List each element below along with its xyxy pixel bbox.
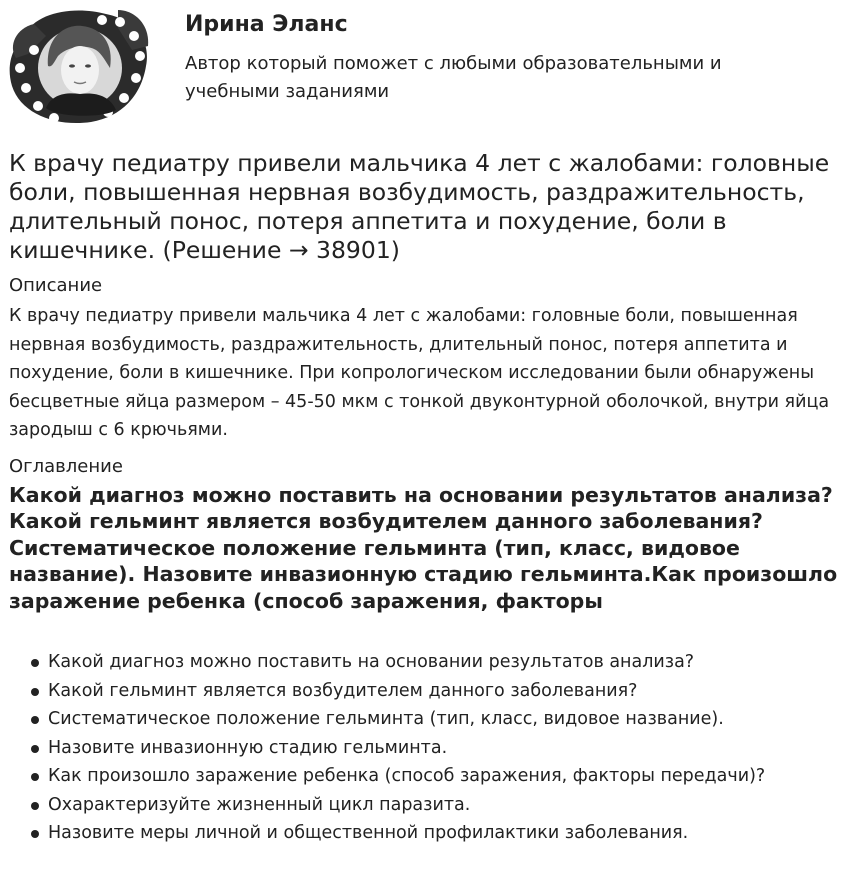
list-item-text: Какой гельминт является возбудителем данного заболевания? xyxy=(48,680,638,701)
list-item xyxy=(0,762,847,791)
list-item-text: Какой диагноз можно поставить на основании результатов анализа? xyxy=(48,652,695,672)
bullet-icon xyxy=(31,659,39,667)
bullet-icon xyxy=(31,688,39,696)
list-item xyxy=(0,734,847,763)
author-avatar xyxy=(6,6,152,126)
list-item xyxy=(0,819,847,848)
page-title: К врачу педиатру привели мальчика 4 лет с жалобами: головные боли, повышенная нервная возбудимость, раздражительность, длительный понос, потеря аппетита и похудение, боли в кишечнике. (Решение → 38901) xyxy=(9,149,830,264)
list-item xyxy=(0,791,847,820)
list-item-text: Систематическое положение гельминта (тип, класс, видовое название). xyxy=(48,709,724,729)
bullet-icon xyxy=(31,745,39,753)
list-item-text: Назовите инвазионную стадию гельминта. xyxy=(48,737,448,758)
list-item xyxy=(0,705,847,734)
toc-heading: Какой диагноз можно поставить на основании результатов анализа?Какой гельминт является возбудителем данного заболевания? Систематическое положение гельминта (тип, класс, видовое название). Назовите инвазионную стадию гельминта.Как произошло заражение ребенка (способ заражения, факторы xyxy=(9,483,838,613)
bullet-icon xyxy=(31,716,39,724)
author-block xyxy=(0,0,847,130)
description-text: К врачу педиатру привели мальчика 4 лет с жалобами: головные боли, повышенная нервная возбудимость, раздражительность, длительный понос, потеря аппетита и похудение, боли в кишечнике. При копрологическом исследовании были обнаружены бесцветные яйца размером – 45-50 мкм с тонкой двуконтурной оболочкой, внутри яйца зародыш с 6 крючьями. xyxy=(9,306,830,441)
author-description: Автор который поможет с любыми образовательными и учебными заданиями xyxy=(185,53,722,102)
bullet-icon xyxy=(31,773,39,781)
list-item-text: Как произошло заражение ребенка (способ заражения, факторы передачи)? xyxy=(48,766,766,786)
description-label: Описание xyxy=(9,275,103,296)
list-item xyxy=(0,648,847,677)
list-item-text: Назовите меры личной и общественной профилактики заболевания. xyxy=(48,823,689,843)
bullet-icon xyxy=(31,830,39,838)
list-item xyxy=(0,677,847,706)
bullet-icon xyxy=(31,802,39,810)
list-item-text: Охарактеризуйте жизненный цикл паразита. xyxy=(48,794,471,815)
toc-list xyxy=(0,648,847,848)
toc-label: Оглавление xyxy=(9,456,123,477)
author-name: Ирина Эланс xyxy=(185,12,348,37)
